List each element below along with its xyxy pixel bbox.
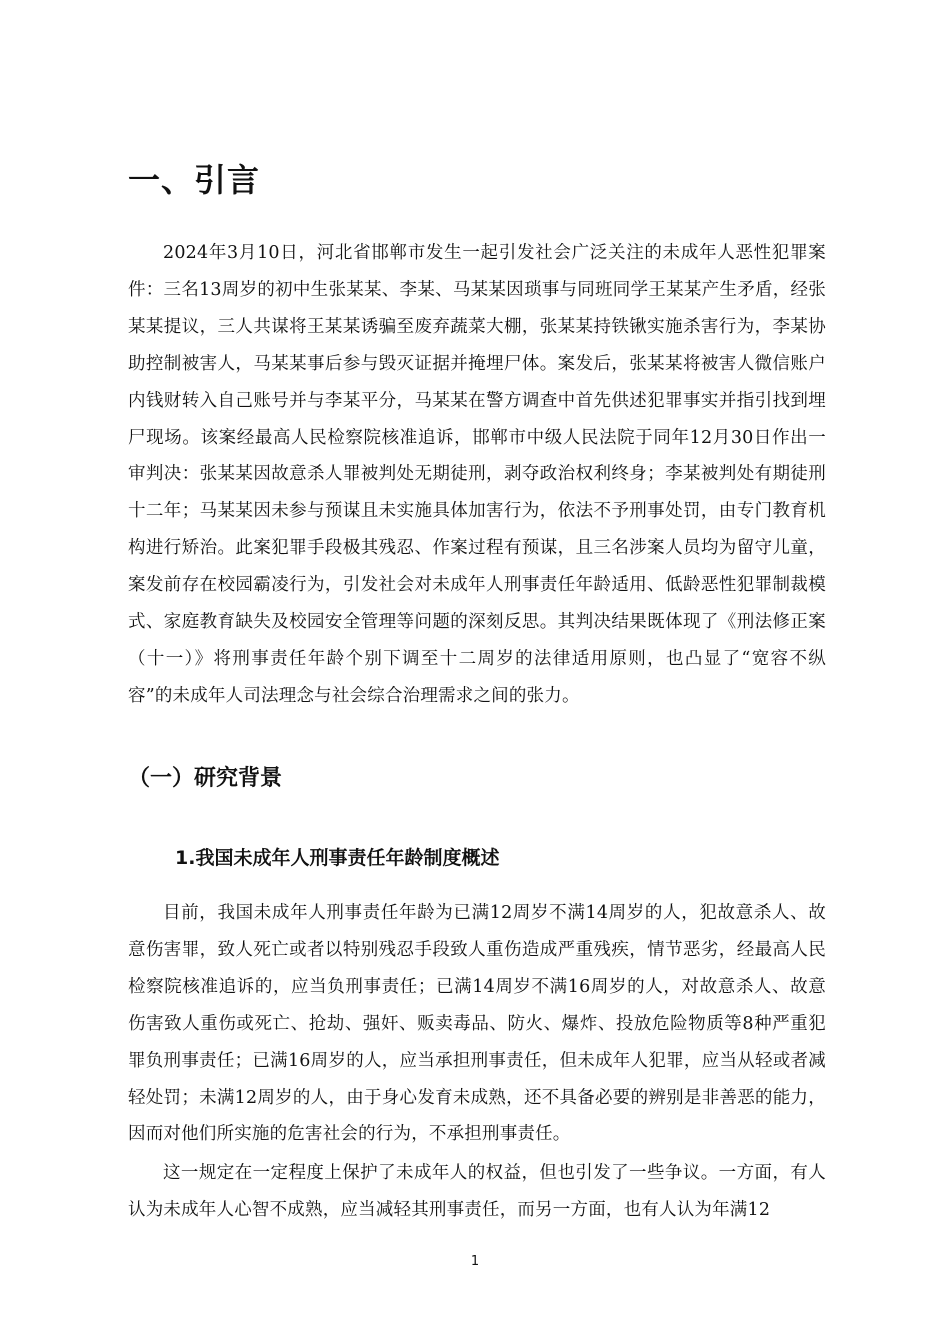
subsection-heading: （一）研究背景	[128, 766, 283, 791]
section-heading: 一、引言	[128, 161, 261, 199]
page-number: 1	[470, 1254, 480, 1269]
controversy-paragraph: 这一规定在一定程度上保护了未成年人的权益，但也引发了一些争议。一方面，有人认为未成年人心智不成熟，应当减轻其刑事责任，而另一方面，也有人认为年满12	[128, 1163, 826, 1220]
introduction-paragraph: 2024年3月10日，河北省邯郸市发生一起引发社会广泛关注的未成年人恶性犯罪案件：三名13周岁的初中生张某某、李某、马某某因琐事与同班同学王某某产生矛盾，经张某某提议，三人共谋将王某某诱骗至废弃蔬菜大棚，张某某持铁锹实施杀害行为，李某协助控制被害人，马某某事后参与毁灭证据并掩埋尸体。案发后，张某某将被害人微信账户内钱财转入自己账号并与李某平分，马某某在警方调查中首先供述犯罪事实并指引找到埋尸现场。该案经最高人民检察院核准追诉，邯郸市中级人民法院于同年12月30日作出一审判决：张某某因故意杀人罪被判处无期徒刑，剥夺政治权利终身；李某被判处有期徒刑十二年；马某某因未参与预谋且未实施具体加害行为，依法不予刑事处罚，由专门教育机构进行矫治。此案犯罪手段极其残忍、作案过程有预谋，且三名涉案人员均为留守儿童，案发前存在校园霸凌行为，引发社会对未成年人刑事责任年龄适用、低龄恶性犯罪制裁模式、家庭教育缺失及校园安全管理等问题的深刻反思。其判决结果既体现了《刑法修正案（十一）》将刑事责任年龄个别下调至十二周岁的法律适用原则，也凸显了“宽容不纵容”的未成年人司法理念与社会综合治理需求之间的张力。	[128, 243, 826, 706]
subsubsection-heading: 1.我国未成年人刑事责任年龄制度概述	[175, 847, 500, 869]
age-system-paragraph: 目前，我国未成年人刑事责任年龄为已满12周岁不满14周岁的人，犯故意杀人、故意伤害罪，致人死亡或者以特别残忍手段致人重伤造成严重残疾，情节恶劣，经最高人民检察院核准追诉的，应当负刑事责任；已满14周岁不满16周岁的人，对故意杀人、故意伤害致人重伤或死亡、抢劫、强奸、贩卖毒品、防火、爆炸、投放危险物质等8种严重犯罪负刑事责任；已满16周岁的人，应当承担刑事责任，但未成年人犯罪，应当从轻或者减轻处罚；未满12周岁的人，由于身心发育未成熟，还不具备必要的辨别是非善恶的能力，因而对他们所实施的危害社会的行为，不承担刑事责任。	[128, 903, 826, 1145]
